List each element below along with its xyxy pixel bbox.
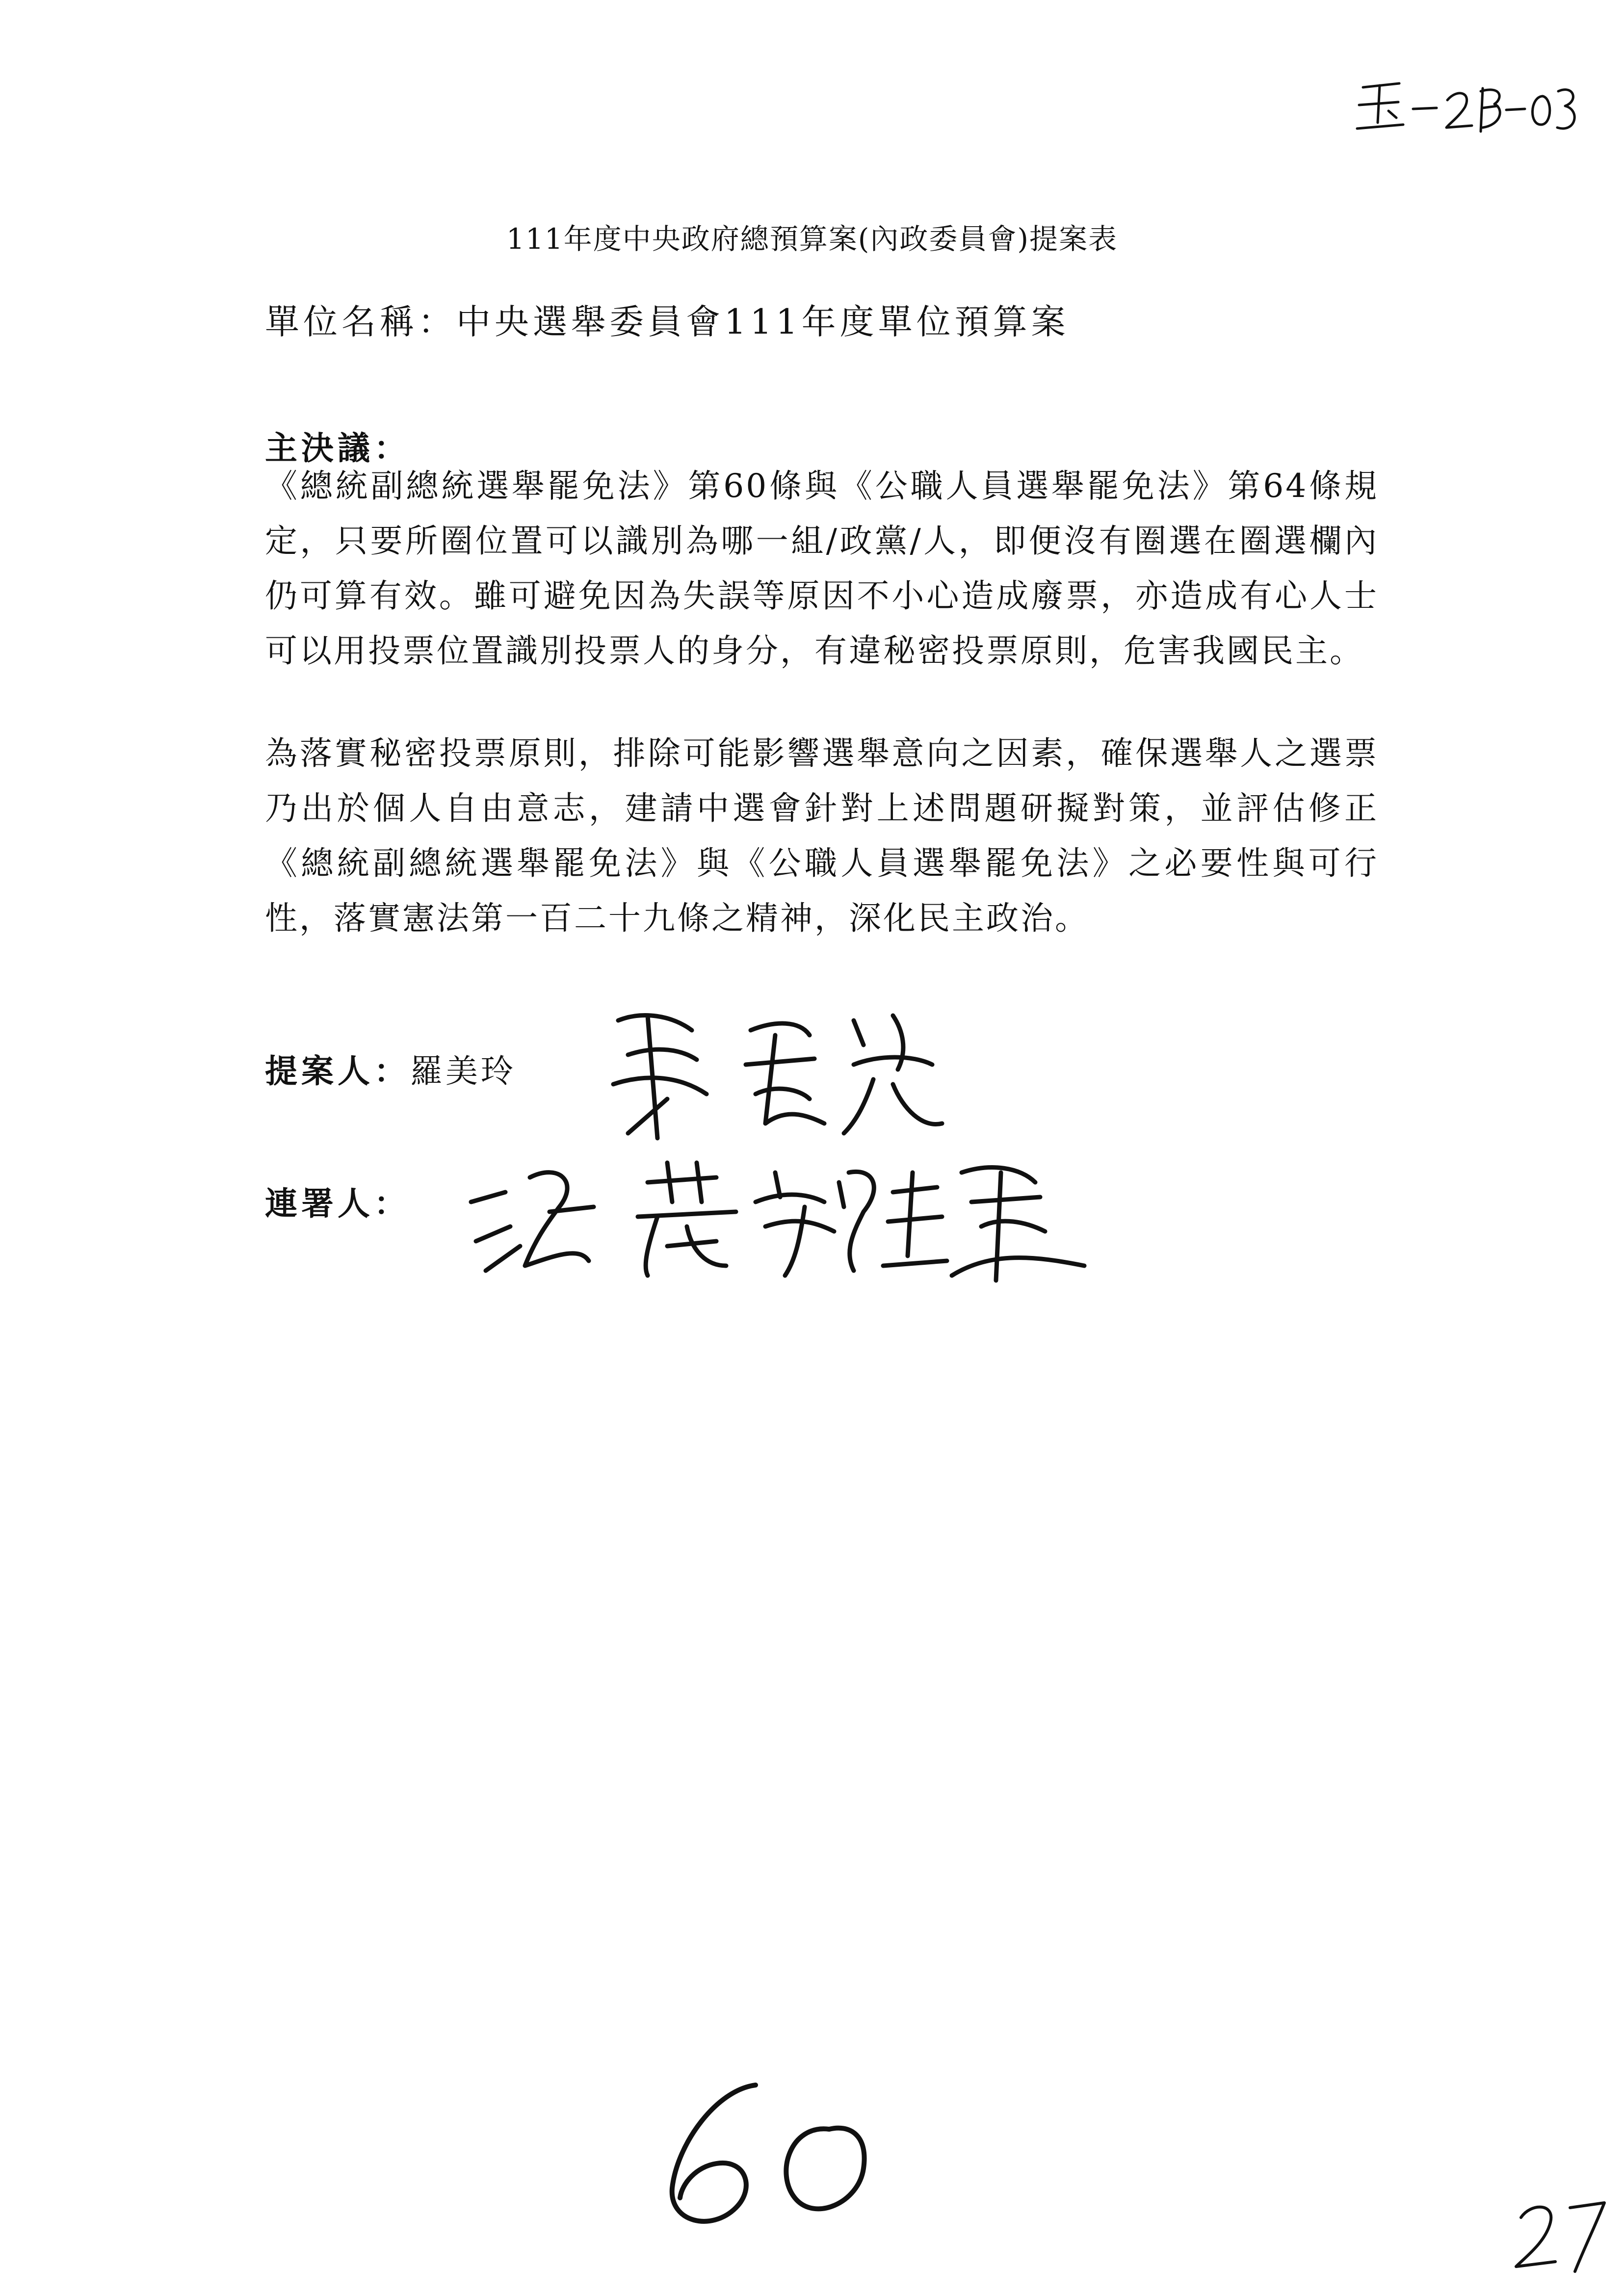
unit-name-line xyxy=(265,294,1070,344)
unit-name-value: 中央選舉委員會111年度單位預算案 xyxy=(456,302,1070,342)
proposer-signature-strokes xyxy=(599,1001,952,1148)
cosigners-label: 連署人： xyxy=(265,1185,410,1223)
resolution-paragraph-1 xyxy=(265,459,1379,678)
unit-name-label: 單位名稱： xyxy=(265,302,456,342)
handwritten-page-number xyxy=(1511,2193,1609,2276)
handwritten-reference-code-strokes xyxy=(1354,64,1580,147)
proposer-line xyxy=(265,1045,516,1092)
resolution-paragraph-1-text: 《總統副總統選舉罷免法》第60條與《公職人員選舉罷免法》第64條規定，只要所圈位置可以識別為哪一組/政黨/人，即便沒有圈選在圈選欄內仍可算有效。雖可避免因為失誤等原因不小心造成廢票，亦造成有心人士可以用投票位置識別投票人的身分，有違秘密投票原則，危害我國民主。 xyxy=(265,467,1379,670)
proposer-signature xyxy=(599,1001,952,1148)
resolution-paragraph-2 xyxy=(265,726,1379,946)
main-resolution-label: 主決議： xyxy=(265,429,410,467)
handwritten-number-strokes xyxy=(653,2075,888,2237)
document-title: 111年度中央政府總預算案(內政委員會)提案表 xyxy=(506,222,1118,256)
proposer-label: 提案人： xyxy=(265,1052,410,1090)
handwritten-reference-code xyxy=(1354,64,1580,147)
resolution-paragraph-2-text: 為落實秘密投票原則，排除可能影響選舉意向之因素，確保選舉人之選票乃出於個人自由意志，建請中選會針對上述問題研擬對策，並評估修正《總統副總統選舉罷免法》與《公職人員選舉罷免法》之必要性與可行性，落實憲法第一百二十九條之精神，深化民主政治。 xyxy=(265,734,1379,937)
proposer-name: 羅美玲 xyxy=(410,1052,516,1090)
handwritten-number xyxy=(653,2075,888,2237)
cosigner-signatures xyxy=(461,1143,1089,1285)
cosigner-signatures-strokes xyxy=(461,1143,1089,1285)
handwritten-page-number-strokes xyxy=(1511,2193,1609,2276)
